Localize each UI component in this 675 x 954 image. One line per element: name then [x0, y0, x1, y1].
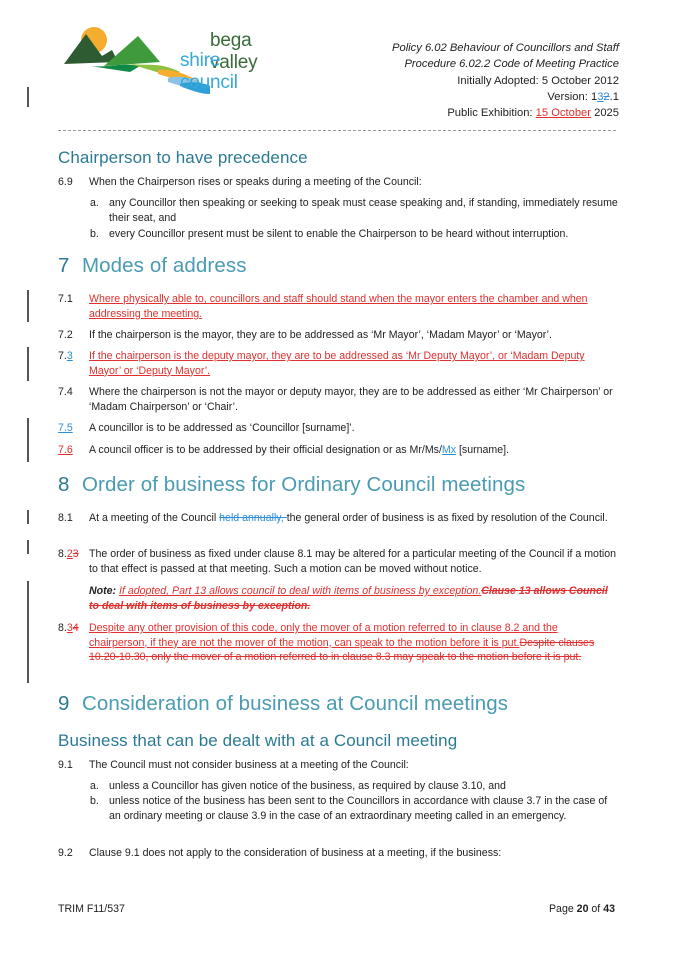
clause-7-3	[58, 349, 618, 378]
clause-number	[58, 547, 79, 562]
clause-text-insert: Mx	[441, 444, 457, 456]
change-bar	[27, 418, 29, 462]
clause-6-9-a	[90, 196, 618, 225]
heading-consideration-of-business	[58, 692, 508, 716]
clause-6-9	[58, 175, 618, 190]
change-bar	[27, 87, 29, 107]
clause-8-2	[58, 547, 618, 576]
clause-number-insert: 3	[66, 350, 73, 362]
section-number: 9	[58, 692, 70, 715]
item-text: any Councillor then speaking or seeking to speak must cease speaking and, if standing, immediately resume their seat, and	[109, 197, 618, 224]
policy-title: Policy 6.02 Behaviour of Councillors and Staff	[392, 42, 619, 54]
clause-number-insert: 7.5	[58, 422, 73, 434]
item-text: unless notice of the business has been sent to the Councillors in accordance with clause 3.7 in the case of an ordinary meeting or clause 3.9 in the case of an extraordinary meeting called in an emergency.	[109, 795, 608, 822]
clause-8-3	[58, 621, 618, 665]
adopted-date: Initially Adopted: 5 October 2012	[457, 74, 619, 87]
clause-text: The Council must not consider business at a meeting of the Council:	[89, 759, 409, 771]
item-letter: a.	[90, 197, 99, 209]
header-divider	[58, 130, 616, 131]
clause-9-1-a	[90, 779, 618, 794]
note-text-inserted: If adopted, Part 13 allows council to deal with items of business by exception.	[119, 585, 482, 597]
version-deletion: 2	[603, 90, 610, 103]
heading-chairperson-precedence: Chairperson to have precedence	[58, 148, 308, 167]
clause-text-deleted: Despite clauses 10.20-10.30, only the mover of a motion referred to in clause 8.3 may speak to the motion before it is put.	[89, 636, 595, 664]
clause-7-4	[58, 385, 618, 414]
change-bar	[27, 347, 29, 381]
clause-text: The order of business as fixed under clause 8.1 may be altered for a particular meeting of the Council if a motion to that effect is passed at that meeting. Such a motion can be moved without notice.	[89, 548, 617, 575]
logo-text-shire-council: shire council	[180, 50, 238, 93]
section-title: Consideration of business at Council meetings	[82, 692, 509, 715]
version-suffix: .1	[609, 90, 619, 103]
clause-7-1	[58, 292, 618, 321]
clause-text: When the Chairperson rises or speaks during a meeting of the Council:	[89, 176, 422, 188]
clause-number-deletion: 4	[72, 622, 79, 634]
clause-number-prefix: 8.	[58, 548, 67, 560]
clause-7-6	[58, 443, 618, 458]
clause-9-1-b	[90, 794, 618, 823]
council-logo	[60, 22, 280, 98]
clause-text: At a meeting of the Council	[89, 512, 220, 524]
clause-number-prefix: 7.	[58, 350, 67, 362]
section-number: 7	[58, 254, 70, 277]
procedure-title: Procedure 6.02.2 Code of Meeting Practice	[404, 58, 619, 71]
public-exhibition	[392, 105, 619, 121]
logo-text-bega-valley: bega valley	[210, 30, 258, 73]
clause-number: 7.4	[58, 386, 73, 398]
exhibition-label: Public Exhibition:	[447, 107, 536, 120]
item-letter: a.	[90, 780, 99, 792]
version-label: Version: 1	[547, 90, 598, 103]
change-bar	[27, 510, 29, 524]
clause-number: 9.1	[58, 759, 73, 771]
clause-9-2	[58, 846, 618, 861]
note-8-2	[89, 584, 619, 613]
heading-modes-of-address	[58, 254, 247, 278]
clause-number-deletion: 3	[72, 548, 79, 560]
clause-number-insert: 2	[66, 548, 73, 560]
clause-text: Clause 9.1 does not apply to the consideration of business at a meeting, if the business:	[89, 847, 502, 859]
clause-text-inserted: Despite any other provision of this code, only the mover of a motion referred to in clause 8.2 and the chairperson, if they are not the mover of the motion, can speak to the motion before it is put.	[89, 622, 558, 649]
clause-number: 8.1	[58, 512, 73, 524]
current-page: 20	[576, 903, 589, 915]
clause-9-1	[58, 758, 618, 773]
item-text: unless a Councillor has given notice of the business, as required by clause 3.10, and	[109, 780, 506, 792]
clause-number: 7.2	[58, 329, 73, 341]
clause-6-9-b	[90, 227, 618, 242]
clause-number	[58, 349, 73, 364]
clause-text-inserted: Where physically able to, councillors and staff should stand when the mayor enters the chamber and when addressing the meeting.	[89, 293, 588, 320]
clause-7-2	[58, 328, 618, 343]
clause-number: 9.2	[58, 847, 73, 859]
clause-number-insert: 3	[66, 622, 73, 634]
clause-text: A council officer is to be addressed by their official designation or as Mr/Ms/	[89, 444, 442, 456]
trim-reference: TRIM F11/537	[58, 903, 125, 915]
clause-text-deletion: held annually,	[219, 512, 287, 524]
change-bar	[27, 581, 29, 683]
clause-text-inserted: If the chairperson is the deputy mayor, they are to be addressed as ‘Mr Deputy Mayor’, or ‘Madam Deputy Mayor’ or ‘Deputy Mayor’.	[89, 350, 585, 377]
section-title: Modes of address	[82, 254, 247, 277]
page-of: of	[588, 903, 604, 915]
clause-text: the general order of business is as fixed by resolution of the Council.	[286, 512, 608, 524]
clause-8-1	[58, 511, 618, 526]
clause-number-insert: 7.6	[58, 444, 73, 456]
version	[392, 89, 619, 105]
item-letter: b.	[90, 795, 99, 807]
change-bar	[27, 290, 29, 322]
exhibition-year: 2025	[591, 107, 619, 120]
clause-number: 6.9	[58, 176, 73, 188]
version-insert: 3	[597, 90, 604, 103]
clause-number: 7.1	[58, 293, 73, 305]
exhibition-date-insert: 15 October	[535, 107, 591, 120]
heading-business-dealt-with: Business that can be dealt with at a Council meeting	[58, 731, 458, 750]
document-meta	[392, 40, 619, 121]
page-number	[549, 903, 615, 915]
clause-text: [surname].	[456, 444, 510, 456]
heading-order-of-business	[58, 473, 525, 497]
clause-number-prefix: 8.	[58, 622, 67, 634]
note-text-deleted: Clause 13 allows Council to deal with items of business by exception.	[89, 585, 608, 612]
clause-number	[58, 621, 79, 636]
total-pages: 43	[603, 903, 615, 915]
note-label: Note:	[89, 585, 117, 597]
clause-7-5	[58, 421, 618, 436]
item-text: every Councillor present must be silent to enable the Chairperson to be heard without interruption.	[109, 228, 569, 240]
clause-text: A councillor is to be addressed as ‘Councillor [surname]’.	[89, 422, 355, 434]
clause-text: Where the chairperson is not the mayor or deputy mayor, they are to be addressed as either ‘Mr Chairperson’ or ‘Madam Chairperson’ or ‘Chair’.	[89, 386, 613, 413]
section-number: 8	[58, 473, 70, 496]
page-label: Page	[548, 903, 577, 915]
clause-text: If the chairperson is the mayor, they are to be addressed as ‘Mr Mayor’, ‘Madam Mayor’ or ‘Mayor’.	[89, 329, 552, 341]
change-bar	[27, 540, 29, 554]
item-letter: b.	[90, 228, 99, 240]
section-title: Order of business for Ordinary Council meetings	[82, 473, 526, 496]
